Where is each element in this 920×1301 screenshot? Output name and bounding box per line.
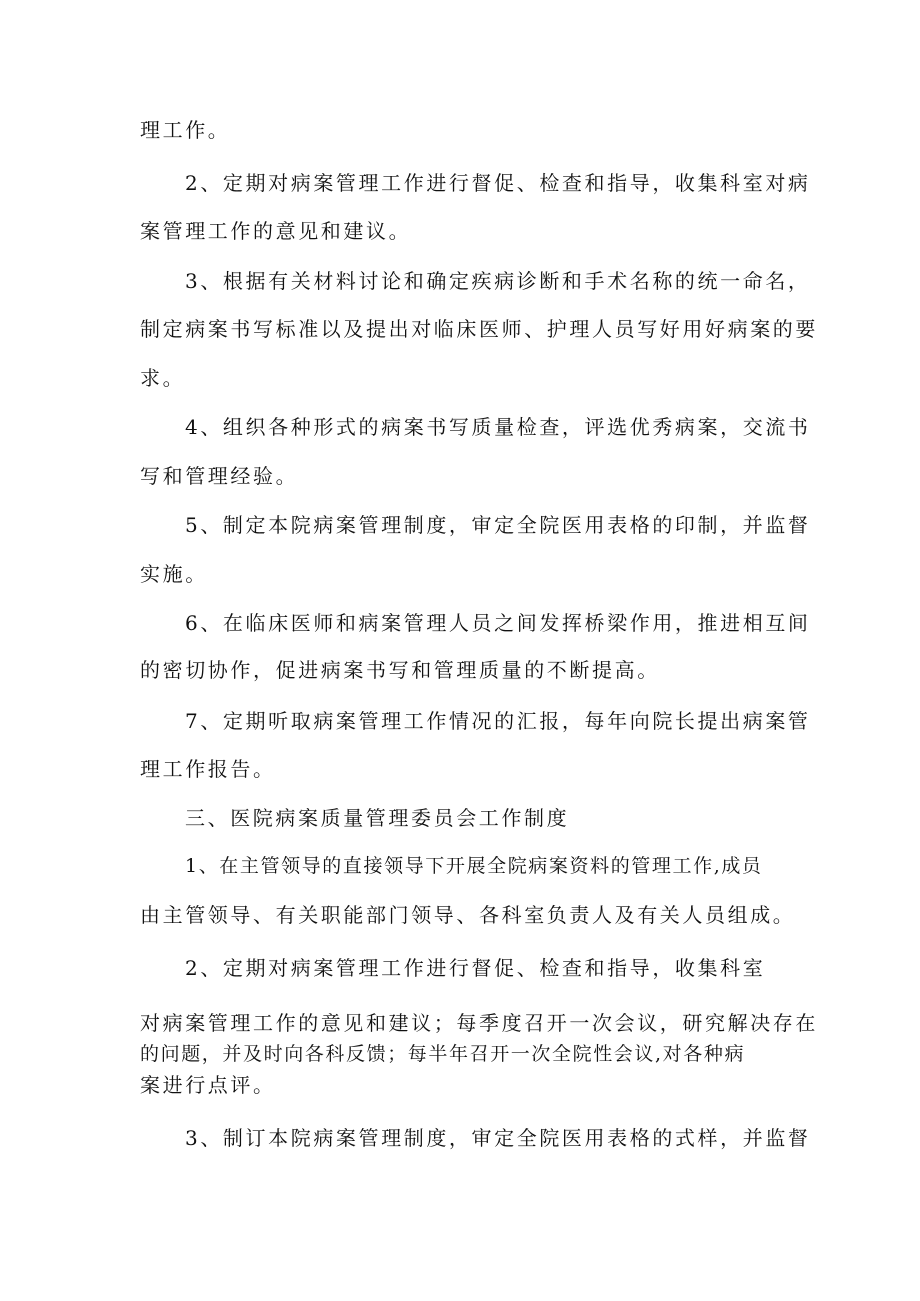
paragraph-line: 2、定期对病案管理工作进行督促、检查和指导，收集科室对病 <box>185 171 811 195</box>
paragraph-line: 求。 <box>140 366 186 390</box>
paragraph-line: 案进行点评。 <box>140 1073 276 1097</box>
paragraph-line: 6、在临床医师和病案管理人员之间发挥桥梁作用，推进相互间 <box>185 611 811 635</box>
paragraph-line: 的密切协作，促进病案书写和管理质量的不断提高。 <box>140 658 660 682</box>
paragraph-line: 理工作。 <box>140 118 231 142</box>
paragraph-line: 理工作报告。 <box>140 757 276 781</box>
paragraph-line: 1、在主管领导的直接领导下开展全院病案资料的管理工作,成员 <box>185 855 763 877</box>
paragraph-line: 4、组织各种形式的病案书写质量检查，评选优秀病案，交流书 <box>185 415 811 439</box>
paragraph-line: 5、制定本院病案管理制度，审定全院医用表格的印制，并监督 <box>185 513 811 537</box>
paragraph-line: 7、定期听取病案管理工作情况的汇报，每年向院长提出病案管 <box>185 709 811 733</box>
paragraph-line: 案管理工作的意见和建议。 <box>140 219 412 243</box>
paragraph-line: 实施。 <box>140 562 208 586</box>
paragraph-line: 2、定期对病案管理工作进行督促、检查和指导，收集科室 <box>185 956 766 980</box>
paragraph-line: 的问题，并及时向各科反馈；每半年召开一次全院性会议,对各种病 <box>140 1043 746 1065</box>
paragraph-line: 由主管领导、有关职能部门领导、各科室负责人及有关人员组成。 <box>140 903 796 927</box>
paragraph-line: 对病案管理工作的意见和建议；每季度召开一次会议，研究解决存在 <box>140 1011 818 1035</box>
paragraph-line: 制定病案书写标准以及提出对临床医师、护理人员写好用好病案的要 <box>140 317 818 341</box>
paragraph-line: 3、根据有关材料讨论和确定疾病诊断和手术名称的统一命名， <box>185 269 811 293</box>
paragraph-line: 写和管理经验。 <box>140 464 299 488</box>
section-heading: 三、医院病案质量管理委员会工作制度 <box>185 806 570 830</box>
paragraph-line: 3、制订本院病案管理制度，审定全院医用表格的式样，并监督 <box>185 1126 811 1150</box>
